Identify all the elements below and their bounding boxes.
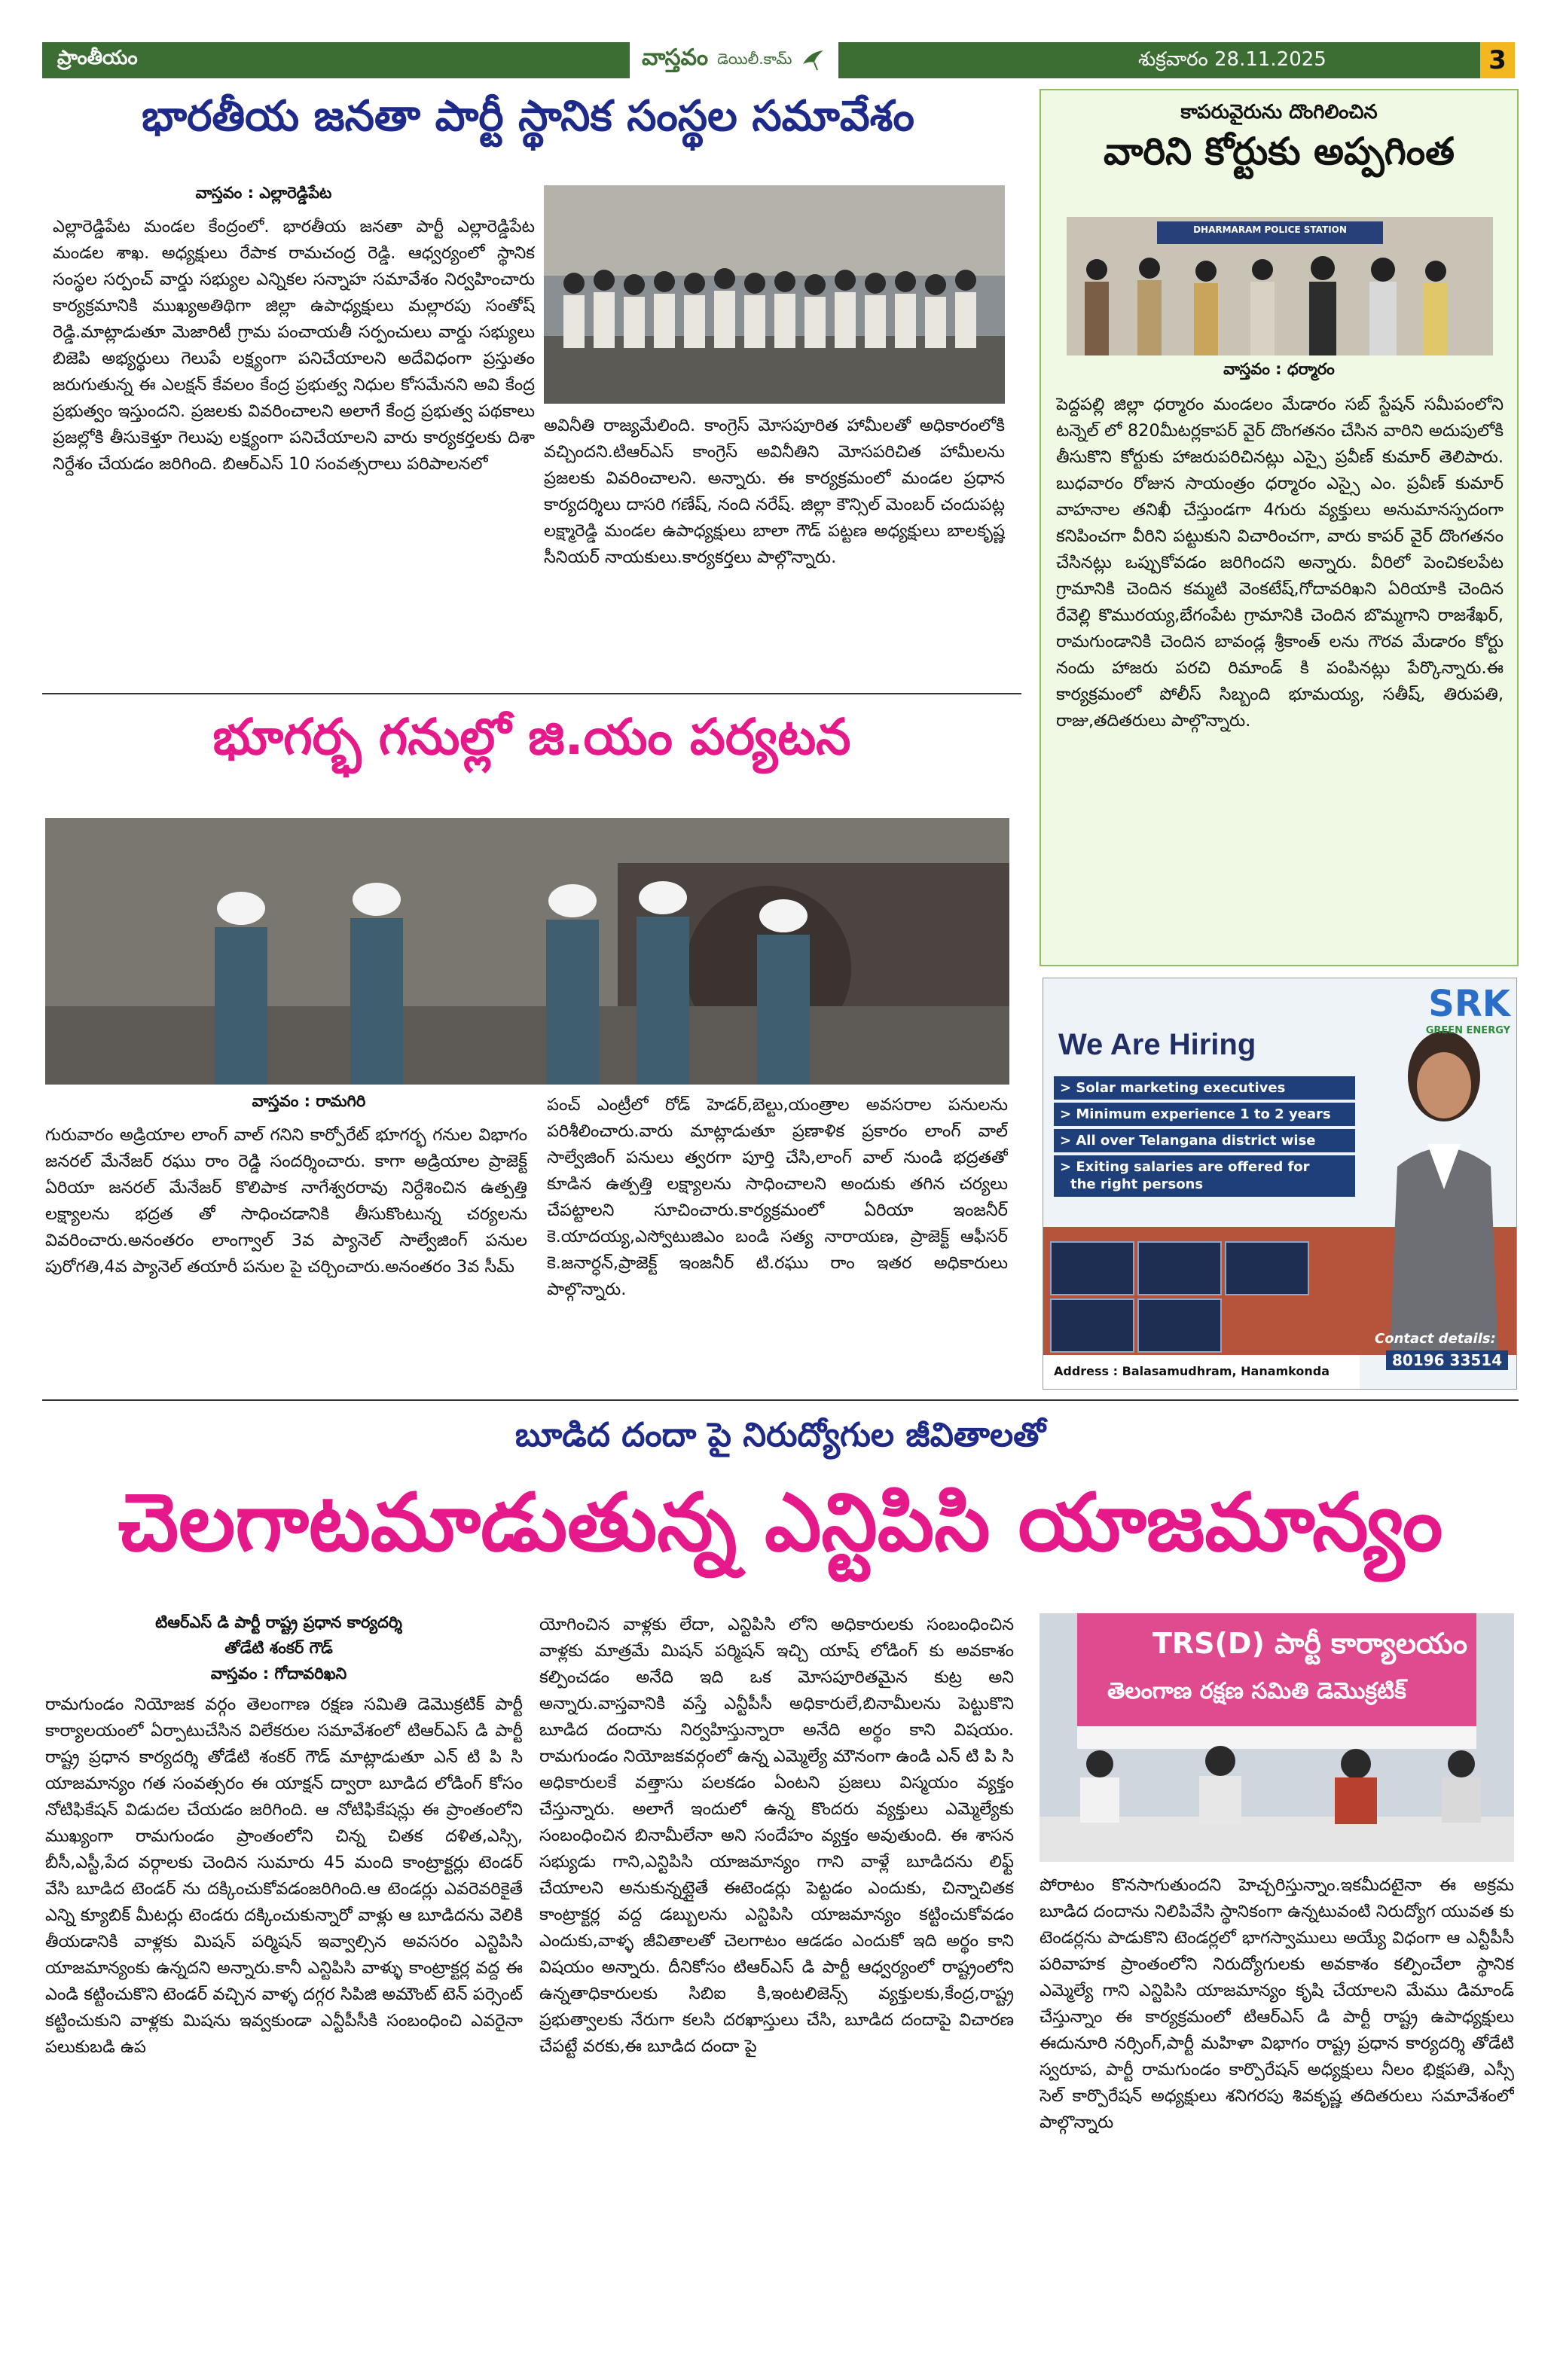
bullet: > Exiting salaries are offered for bbox=[1054, 1155, 1355, 1175]
bjp-dateline: వాస్తవం : ఎల్లారెడ్డిపేట bbox=[195, 184, 332, 202]
police-station-photo bbox=[1067, 217, 1493, 355]
hiring-title: We Are Hiring bbox=[1058, 1028, 1256, 1061]
brand-domain: డెయిలీ.కామ్ bbox=[717, 49, 792, 68]
contact-phone[interactable]: 80196 33514 bbox=[1386, 1350, 1508, 1370]
bjp-text-1: ఎల్లారెడ్డిపేట మండల కేంద్రంలో. భారతీయ జనతా పార్టీ ఎల్లారెడ్డిపేట మండల శాఖ. అధ్యక్షులు రేపాక రామచంద్ర రెడ్డి. ఆధ్వర్యంలో స్థానిక సంస్థల సర్పంచ్ వార్డు సభ్యుల ఎన్నికల సన్నాహ సమావేశం నిర్వహించారు కార్యక్రమానికి ముఖ్యఅతిథిగా జిల్లా ఉపాధ్యక్షులు మల్లారపు సంతోష్ రెడ్డి.మాట్లాడుతూ మెజారిటీ గ్రామ పంచాయతీ సర్పంచులు వార్డు సభ్యులు బిజెపి అభ్యర్థులు గెలుపే లక్ష్యంగా పనిచేయాలని అదేవిధంగా ప్రస్తుతం జరుగుతున్న ఈ ఎలక్షన్ కేవలం కేంద్ర ప్రభుత్వ నిధుల కోసమేనని అవి కేంద్ర ప్రభుత్వం ఇస్తుందని. ప్రజలకు వివరించాలని అలాగే కేంద్ర ప్రభుత్వ పథకాలు ప్రజల్లోకి తీసుకెళ్తూ గెలుపు లక్ష్యంగా పనిచేయాలని వారు కార్యకర్తలకు దిశా నిర్దేశం చేయడం జరిగింది. బిఆర్ఎస్ 10 సంవత్సరాలు పరిపాలనలో bbox=[53, 217, 535, 474]
issue-date: శుక్రవారం 28.11.2025 bbox=[1138, 48, 1327, 71]
copper-headline: వారిని కోర్టుకు అప్పగింత bbox=[1103, 130, 1455, 173]
ntpc-story-col2 bbox=[539, 1612, 1014, 2347]
bullet: > All over Telangana district wise bbox=[1054, 1129, 1355, 1152]
copper-text: పెద్దపల్లి జిల్లా ధర్మారం మండలం మేడారం సబ్ స్టేషన్ సమీపంలోని టన్నెల్ లో 820మీటర్లకాపర్ వైర్ దొంగతనం చేసిన వారిని అదుపులోకి తీసుకొని కోర్టుకు హాజరుపరిచినట్లు ఎస్సై ప్రవీణ్ కుమార్ తెలిపారు. బుధవారం రోజున సాయంత్రం ధర్మారం ఎస్సై ఎం. ప్రవీణ్ కుమార్ వాహనాల తనిఖీ చేస్తుండగా 4గురు వ్యక్తులు అనుమానస్పదంగా కనిపించగా వీరిని పట్టుకుని విచారించగా, వారు కాపర్ వైర్ దొంగతనం చేసినట్లు ఒప్పుకోవడం జరిగిందని అన్నారు. వీరిలో పెంచికలపేట గ్రామానికి చెందిన కమ్మటి వెంకటేష్,గోదావరిఖని ఏరియాకి చెందిన రేవెల్లి కొమురయ్య,బేగంపేట గ్రామానికి చెందిన బొమ్మగాని రాజశేఖర్, రామగుండానికి చెందిన బావండ్ల శ్రీకాంత్ లను గౌరవ మేడారం కోర్టు నందు హాజరు పరచి రిమాండ్ కి పంపినట్లు పేర్కొన్నారు.ఈ కార్యక్రమంలో పోలీస్ సిబ్బంది భూమయ్య, సతీష్, తిరుపతి, రాజు,తదితరులు పాల్గొన్నారు. bbox=[1056, 395, 1504, 731]
bullet: > Solar marketing executives bbox=[1054, 1076, 1355, 1100]
bjp-meeting-headline: భారతీయ జనతా పార్టీ స్థానిక సంస్థల సమావేశం bbox=[142, 92, 914, 141]
brand-name: వాస్తవం bbox=[642, 44, 709, 71]
gm-story-col1 bbox=[45, 1122, 527, 1393]
ntpc-text-1: రామగుండం నియోజక వర్గం తెలంగాణ రక్షణ సమితి డెమొక్రటిక్ పార్టీ కార్యాలయంలో ఏర్పాటుచేసిన విలేకరుల సమావేశంలో టిఆర్ఎస్ డి పార్టీ రాష్ట్ర ప్రధాన కార్యదర్శి తోడేటి శంకర్ గౌడ్ మాట్లాడుతూ ఎన్ టి పి సి యాజమాన్యం గత సంవత్సరం ఈ యాక్షన్ ద్వారా బూడిద లోడింగ్ కోసం నోటిఫికేషన్ విడుదల చేయడం జరిగింది. ఆ నోటిఫికేషన్లు ఈ ప్రాంతంలోని ముఖ్యంగా రామగుండం ప్రాంతంలోని చిన్న చితక దళిత,ఎస్సి, బీసీ,ఎస్టీ,పేద వర్గాలకు చెందిన సుమారు 45 మంది కాంట్రాక్టర్లు టెండర్ వేసి బూడిద టెండర్ ను దక్కించుకోవడంజరిగింది.ఆ టెండర్లు ఎవరెవరికైతే ఎన్ని క్యూబిక్ మీటర్లు టెండరు దక్కించుకున్నారో వాళ్లు ఆ బూడిదను వెలికి తీయడానికి వాళ్లకు మిషన్ పర్మిషన్ ఇవ్వాల్సిన అవసరం ఎన్టిపిసి యాజమాన్యంకు ఉన్నదని అన్నారు.కానీ ఎన్టిపిసి వాళ్ళు కాంట్రాక్టర్ల వద్ద ఈ ఎండి కట్టించుకొని టెండర్ వచ్చిన వాళ్ళ దగ్గర సిపిజి అమౌంట్ టెన్ పర్సెంట్ కట్టించుకుని వాళ్లకు మిషను ఇవ్వకుండా ఎన్టీపీసీకి సంబంధించి ఎవరైనా పలుకుబడి ఉప bbox=[45, 1695, 523, 2057]
gm-text-2: పంచ్ ఎంట్రీలో రోడ్ హెడర్,బెల్టు,యంత్రాల అవసరాల పనులను పరిశీలించారు.వారు మాట్లాడుతూ ప్రణాళిక ప్రకారం లాంగ్ వాల్ సాల్వేజింగ్ పనులు త్వరగా పూర్తి చేసి,లాంగ్ వాల్ నుండి భద్రతతో కూడిన ఉత్పత్తి లక్ష్యాలను సాధించాలని అందుకు తగిన చర్యలు చేపట్టాలని సూచించారు.కార్యక్రమంలో ఏరియా ఇంజనీర్ కె.యాదయ్య,ఎస్వోటుజిఎం బండి సత్య నారాయణ, ప్రాజెక్ట్ ఆఫీసర్ కె.జనార్ధన్,ప్రాజెక్ట్ ఇంజనీర్ టి.రఘు రాం ఇతర అధికారులు పాల్గొన్నారు. bbox=[547, 1095, 1008, 1299]
divider bbox=[42, 1399, 1519, 1401]
logo-text: SRK bbox=[1428, 983, 1510, 1025]
bjp-story-col1 bbox=[53, 214, 535, 681]
gm-story-col2 bbox=[547, 1092, 1008, 1393]
banner-title: TRS(D) పార్టీ కార్యాలయం bbox=[1152, 1627, 1468, 1660]
bjp-story-col2 bbox=[544, 413, 1005, 684]
copper-dateline: వాస్తవం : ధర్మారం bbox=[1223, 360, 1335, 378]
ntpc-dateline: వాస్తవం : గోదావరిఖని bbox=[210, 1664, 347, 1683]
trs-press-meet-photo bbox=[1040, 1613, 1514, 1862]
ntpc-kicker: బూడిద దందా పై నిరుద్యోగుల జీవితాలతో bbox=[514, 1416, 1046, 1454]
bjp-meeting-photo bbox=[544, 185, 1005, 404]
ntpc-byline-title: టిఆర్ఎస్ డి పార్టీ రాష్ట్ర ప్రధాన కార్యదర్శి bbox=[155, 1613, 402, 1631]
ntpc-byline-name: తోడేటి శంకర్ గౌడ్ bbox=[224, 1639, 333, 1657]
ntpc-story-col1 bbox=[45, 1692, 523, 2347]
contact-label: Contact details: bbox=[1375, 1331, 1496, 1347]
station-sign-text: DHARMARAM POLICE STATION bbox=[1193, 224, 1347, 235]
logo-subtext: GREEN ENERGY bbox=[1425, 1025, 1510, 1036]
bjp-text-2: అవినీతి రాజ్యమేలింది. కాంగ్రెస్ మోసపూరిత హామీలతో అధికారంలోకి వచ్చిందని.టిఆర్ఎస్ కాంగ్రెస్ అవినీతిని మోసపరిచిత హామీలను ప్రజలకు వివరించాలని. అన్నారు. ఈ కార్యక్రమంలో మండల ప్రధాన కార్యదర్శిలు దాసరి గణేష్, నంది నరేష్. జిల్లా కౌన్సిల్ మెంబర్ చందుపట్ల లక్ష్మారెడ్డి మండల ఉపాధ్యక్షులు బాలా గౌడ్ పట్టణ అధ్యక్షులు బాలకృష్ణ సీనియర్ నాయకులు.కార్యకర్తలు పాల్గొన్నారు. bbox=[544, 416, 1005, 567]
page-number: 3 bbox=[1480, 42, 1515, 78]
hiring-bullets bbox=[1054, 1076, 1355, 1197]
address-text: Address : Balasamudhram, Hanamkonda bbox=[1054, 1364, 1330, 1378]
bullet: > Minimum experience 1 to 2 years bbox=[1054, 1103, 1355, 1126]
copper-theft-box bbox=[1040, 89, 1519, 966]
gm-visit-headline: భూగర్భ గనుల్లో జి.యం పర్యటన bbox=[212, 708, 851, 766]
masthead-logo[interactable] bbox=[630, 42, 838, 78]
copper-story-body bbox=[1056, 392, 1504, 961]
ntpc-text-2: యోగించిన వాళ్లకు లేదా, ఎన్టిపిసి లోని అధికారులకు సంబంధించిన వాళ్లకు మాత్రమే మిషన్ పర్మిషన్ ఇచ్చి యాష్ లోడింగ్ కు అవకాశం కల్పించడం అనేది ఇది ఒక మోసపూరితమైన కుట్ర అని అన్నారు.వాస్తవానికి వస్తే ఎన్టీపీసీ అధికారులే,బినామీలను పెట్టుకొని బూడిద దందాను నిర్వహిస్తున్నారా అనేది అర్థం కాని విషయం. రామగుండం నియోజకవర్గంలో ఉన్న ఎమ్మెల్యే మౌనంగా ఉండి ఎన్ టి పి సి అధికారులకే వత్తాసు పలకడం ఏంటని ప్రజలు విస్మయం వ్యక్తం చేస్తున్నారు. అలాగే ఇందులో ఉన్న కొందరు వ్యక్తులు ఎమ్మెల్యేకు సంబంధించిన బినామీలేనా అని సందేహం వ్యక్తం అవుతుంది. ఈ శాసన సభ్యుడు గాని,ఎన్టిపిసి యాజమాన్యం గాని వాళ్లే బూడిదను లిఫ్ట్ చేయాలని అనుకున్నట్లైతే ఈటెండర్లు పెట్టడం ఎందుకు, చిన్నాచితక కాంట్రాక్టర్ల వద్ద డబ్బులను ఎన్టిపిసి యాజమాన్యం కట్టించుకోవడం ఎందుకు,వాళ్ళ జీవితాలతో చెలగాటం ఆడడం ఎందుకో ఇది అర్థం కాని విషయం అన్నారు. దీనికోసం టిఆర్ఎస్ డి పార్టీ ఆధ్వర్యంలో రాష్ట్రంలోని ఉన్నతాధికారులకు సిబిఐ కి,ఇంటలిజెన్స్ వ్యక్తులకు,కేంద్ర,రాష్ట్ర ప్రభుత్వాలకు నేరుగా కలసి దరఖాస్తులు చేసి, బూడిద దందాపై విచారణ చేపట్టే వరకు,ఈ బూడిద దందా పై bbox=[539, 1615, 1014, 2056]
ntpc-headline: చెలగాటమాడుతున్న ఎన్టిపిసి యాజమాన్యం bbox=[118, 1476, 1443, 1569]
woman-photo bbox=[1375, 1016, 1510, 1355]
bird-icon bbox=[801, 47, 826, 73]
address-bar bbox=[1043, 1355, 1360, 1389]
ntpc-text-3: పోరాటం కొనసాగుతుందని హెచ్చరిస్తున్నాం.ఇకమీదటైనా ఈ అక్రమ బూడిద దందాను నిలిపివేసి స్థానికంగా ఉన్నటువంటి నిరుద్యోగ యువత కు టెండర్లను పాడుకొని టెండర్లలో భాగస్వాములు అయ్యే విధంగా ఆ ఎన్టీపీసీ పరివాహక ప్రాంతంలోని నిరుద్యోగులకు అవకాశం కల్పించేలా స్థానిక ఎమ్మెల్యే గాని ఎన్టిపిసి యాజమాన్యం కృషి చేయాలని మేము డిమాండ్ చేస్తున్నాం ఈ కార్యక్రమంలో టిఆర్ఎస్ డి పార్టీ రాష్ట్ర ఉపాధ్యక్షులు ఈదునూరి నర్సింగ్,పార్టీ మహిళా విభాగం రాష్ట్ర ప్రధాన కార్యదర్శి తోడేటి స్వరూప, పార్టీ రామగుండం కార్పొరేషన్ అధ్యక్షులు నీలం భిక్షపతి, ఎస్సీ సెల్ కార్పొరేషన్ అధ్యక్షులు శనిగరపు శివకృష్ణ తదితరులు సమావేశంలో పాల్గొన్నారు bbox=[1040, 1875, 1514, 2132]
divider bbox=[42, 693, 1021, 694]
banner-subtitle: తెలంగాణ రక్షణ సమితి డెమొక్రటిక్ bbox=[1107, 1678, 1406, 1704]
page-header bbox=[42, 42, 1515, 78]
gm-text-1: గురువారం అడ్రియాల లాంగ్ వాల్ గనిని కార్పోరేట్ భూగర్భ గనుల విభాగం జనరల్ మేనేజర్ రఘు రాం రెడ్డి సందర్శించారు. కాగా అడ్రియాల ప్రాజెక్ట్ ఏరియా జనరల్ మేనేజర్ కొలిపాక నాగేశ్వరరావు నిర్దేశించిన ఉత్పత్తి లక్ష్యాలను భద్రత తో సాధించడానికి తీసుకొంటున్న చర్యలను వివరించారు.అనంతరం లాంగ్వాల్ 3వ ప్యానెల్ సాల్వేజింగ్ పనుల పురోగతి,4వ ప్యానెల్ తయారీ పనుల పై చర్చించారు.అనంతరం 3వ సీమ్ bbox=[45, 1125, 527, 1277]
ntpc-story-col3 bbox=[1040, 1872, 1514, 2347]
copper-kicker: కాపరువైరును దొంగిలించిన bbox=[1180, 101, 1378, 124]
srk-logo bbox=[1367, 983, 1510, 1036]
mine-visit-photo bbox=[45, 818, 1009, 1085]
hiring-advertisement[interactable] bbox=[1043, 978, 1517, 1390]
section-label: ప్రాంతీయం bbox=[57, 47, 138, 69]
gm-dateline: వాస్తవం : రామగిరి bbox=[252, 1092, 366, 1110]
bullet: the right persons bbox=[1054, 1175, 1355, 1197]
